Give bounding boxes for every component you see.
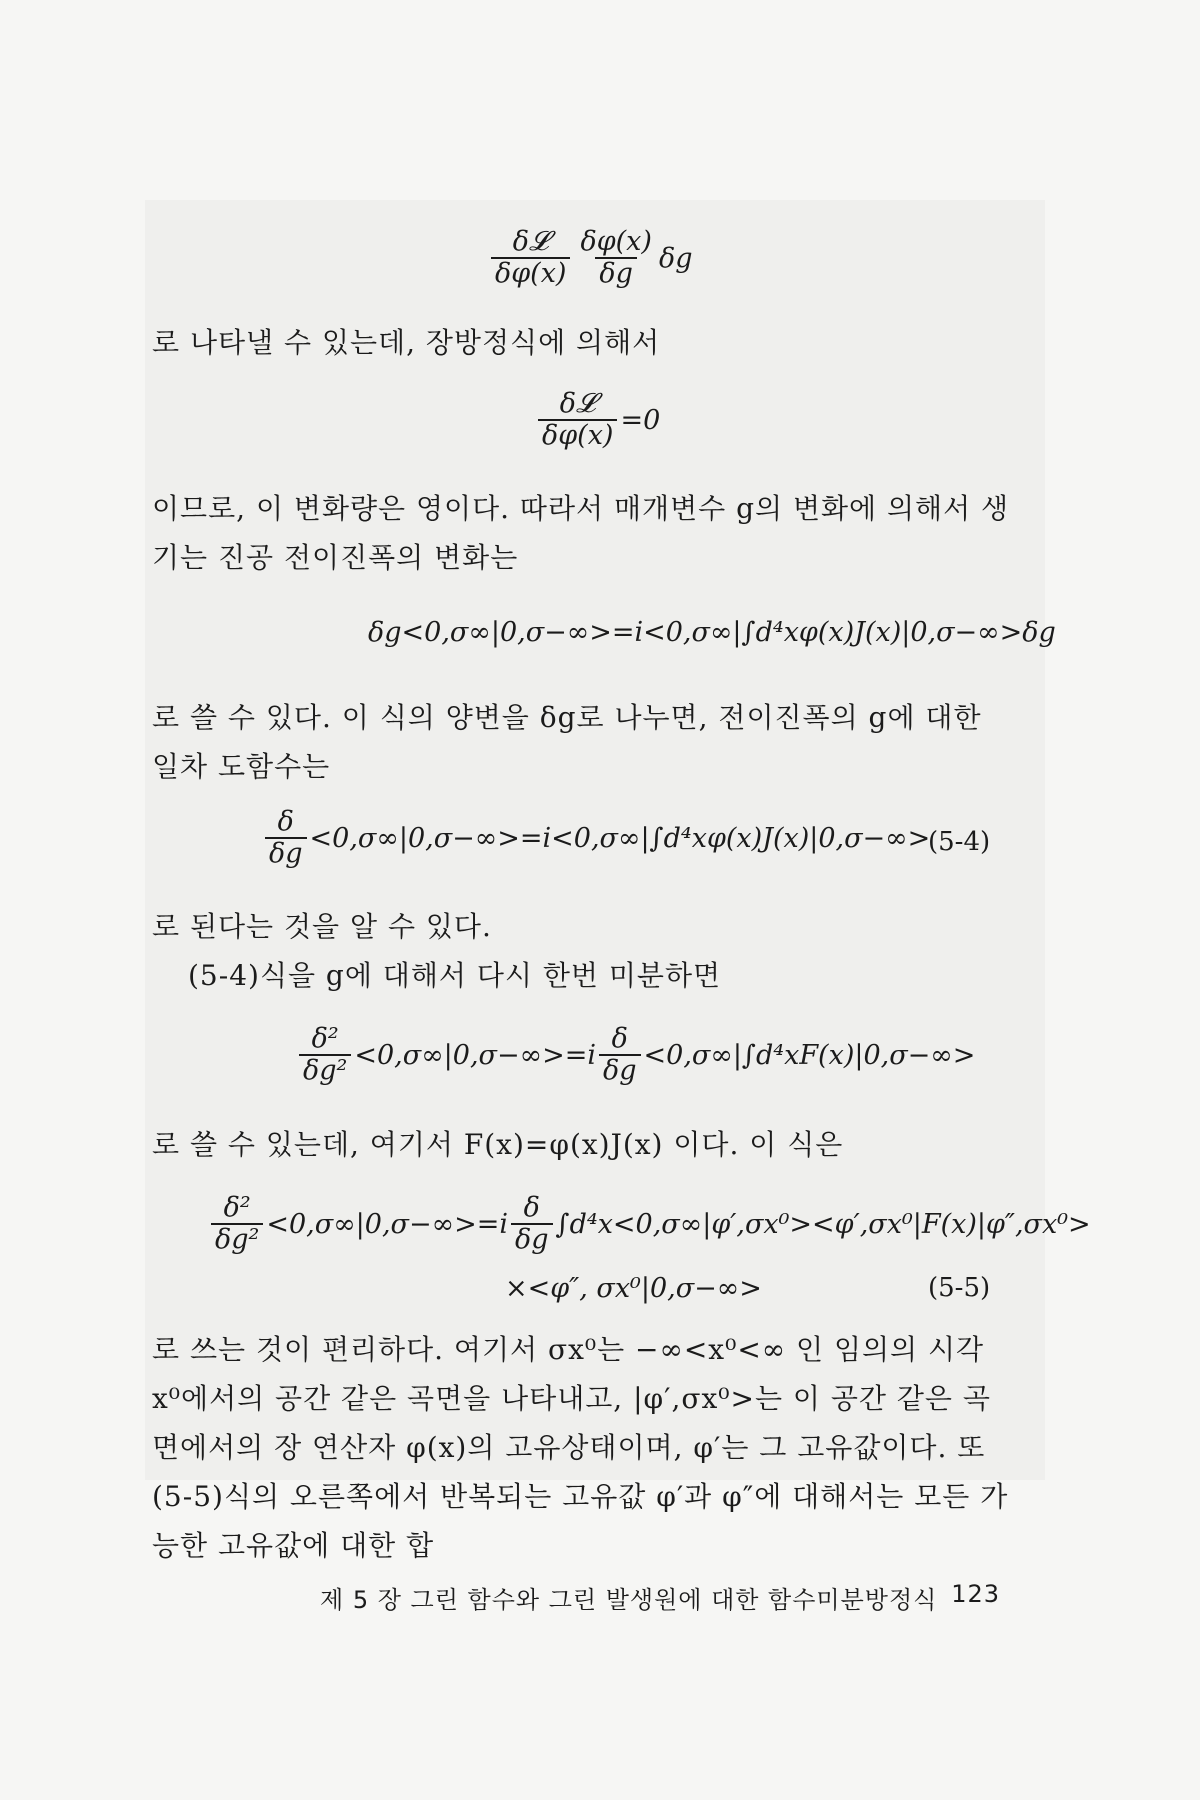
page-footer	[320, 1580, 1000, 1615]
equation-number-5-5: (5-5)	[928, 1273, 991, 1303]
fraction: $\frac{\delta}{\delta g}$	[599, 1025, 641, 1086]
fraction: $\frac{\delta}{\delta g}$	[511, 1194, 553, 1255]
paragraph-3: 로 쓸 수 있다. 이 식의 양변을 δg로 나누면, 전이진폭의 g에 대한 일차 도함수는	[152, 701, 982, 783]
paragraph-6: 로 쓸 수 있는데, 여기서 F(x)=φ(x)J(x) 이다. 이 식은	[152, 1128, 844, 1161]
fraction: $\frac{\delta}{\delta g}$	[265, 808, 307, 869]
paragraph-4: 로 된다는 것을 알 수 있다.	[152, 910, 492, 943]
equation-3: δg<0,σ∞|0,σ−∞>=i<0,σ∞|∫d⁴xφ(x)J(x)|0,σ−∞>δg	[368, 617, 1056, 648]
equation-2: $\frac{\text{δ𝓛}}{\delta\varphi(x)}$ =0	[535, 390, 660, 451]
fraction: $\frac{\text{δ²}}{\text{δg²}}$	[211, 1194, 263, 1255]
equation-6: $\frac{\text{δ²}}{\text{δg²}}$ <0,σ∞|0,σ−∞>=i $\frac{\delta}{\delta g}$ ∫d⁴x<0,σ∞|φ′,σx⁰><φ′,σx⁰|F(x)|φ″,σx⁰>	[208, 1194, 1091, 1255]
equation-6-line-2: ×<φ″, σx⁰|0,σ−∞>	[505, 1273, 762, 1304]
equation-5: $\frac{\text{δ²}}{\text{δg²}}$ <0,σ∞|0,σ−∞>=i $\frac{\delta}{\delta g}$ <0,σ∞|∫d⁴xF(x)|0,σ−∞>	[296, 1025, 975, 1086]
page-number: 123	[951, 1580, 1000, 1608]
equation-1: $\frac{\text{δ𝓛}}{\delta\varphi(x)}$ $\frac{\delta\varphi(x)}{\delta g}$ δg	[488, 228, 692, 289]
paragraph-5: (5-4)식을 g에 대해서 다시 한번 미분하면	[188, 959, 722, 992]
equation-number-5-4: (5-4)	[928, 827, 991, 857]
running-footer-chapter: 제 5 장 그린 함수와 그린 발생원에 대한 함수미분방정식	[320, 1586, 938, 1614]
paragraph-7: 로 쓰는 것이 편리하다. 여기서 σx⁰는 −∞<x⁰<∞ 인 임의의 시각 x⁰에서의 공간 같은 곡면을 나타내고, |φ′,σx⁰>는 이 공간 같은 곡면에서의 장 연산자 φ(x)의 고유상태이며, φ′는 그 고유값이다. 또 (5-5)식의 오른쪽에서 반복되는 고유값 φ′과 φ″에 대해서는 모든 가능한 고유값에 대한 합	[152, 1333, 1009, 1562]
fraction: $\frac{\delta\varphi(x)}{\delta g}$	[580, 226, 652, 290]
fraction: $\frac{\text{δ𝓛}}{\delta\varphi(x)}$	[538, 390, 617, 451]
paragraph-2: 이므로, 이 변화량은 영이다. 따라서 매개변수 g의 변화에 의해서 생기는 진공 전이진폭의 변화는	[152, 492, 1010, 574]
fraction: $\frac{\text{δ𝓛}}{\delta\varphi(x)}$	[491, 228, 570, 289]
equation-4: $\frac{\delta}{\delta g}$ <0,σ∞|0,σ−∞>=i<0,σ∞|∫d⁴xφ(x)J(x)|0,σ−∞>	[262, 808, 930, 869]
paragraph-1: 로 나타낼 수 있는데, 장방정식에 의해서	[152, 326, 661, 359]
fraction: $\frac{\text{δ²}}{\text{δg²}}$	[299, 1025, 351, 1086]
